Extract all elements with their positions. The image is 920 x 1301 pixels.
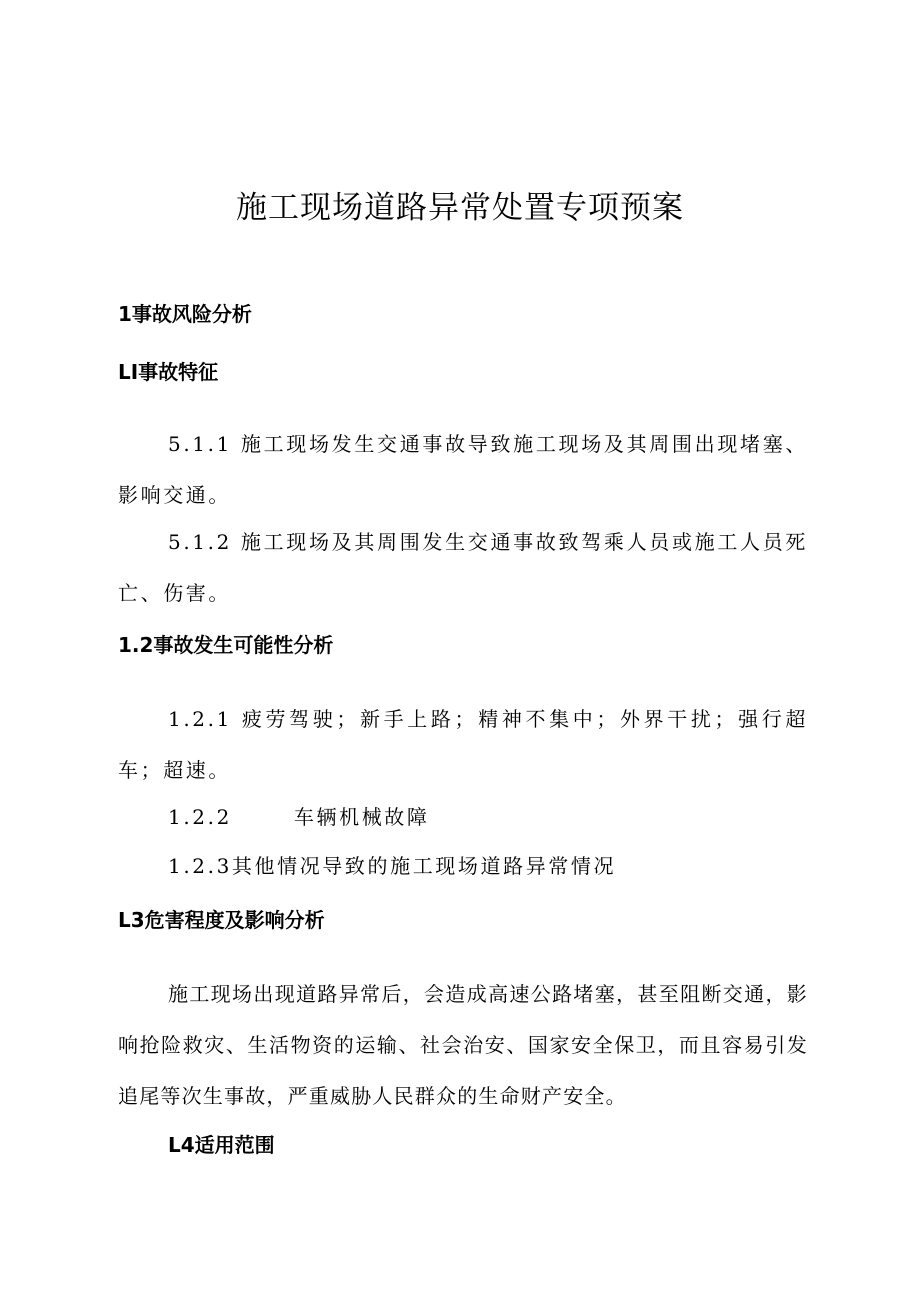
paragraph-1-3: 施工现场出现道路异常后，会造成高速公路堵塞，甚至阻断交通，影响抢险救灾、生活物资的运输、社会治安、国家安全保卫，而且容易引发追尾等次生事故，严重威胁人民群众的生命财产安全。 bbox=[118, 982, 808, 1108]
paragraph-5-1-2: 5.1.2 施工现场及其周围发生交通事故致驾乘人员或施工人员死亡、伤害。 bbox=[118, 530, 808, 605]
heading-1-1: LI事故特征 bbox=[118, 360, 219, 384]
item-number: 1.2.2 bbox=[168, 805, 232, 829]
item-text: 车辆机械故障 bbox=[293, 805, 430, 829]
paragraph-1-2-3: 1.2.3其他情况导致的施工现场道路异常情况 bbox=[168, 854, 617, 878]
heading-1-4: L4适用范围 bbox=[168, 1133, 275, 1157]
heading-1-2: 1.2事故发生可能性分析 bbox=[118, 633, 334, 657]
document-title: 施工现场道路异常处置专项预案 bbox=[236, 190, 684, 226]
paragraph-1-2-2 bbox=[168, 803, 430, 831]
paragraph-1-2-1: 1.2.1 疲劳驾驶；新手上路；精神不集中；外界干扰；强行超车；超速。 bbox=[118, 707, 808, 782]
heading-1: 1事故风险分析 bbox=[118, 302, 252, 326]
paragraph-5-1-1: 5.1.1 施工现场发生交通事故导致施工现场及其周围出现堵塞、影响交通。 bbox=[118, 432, 808, 507]
heading-1-3: L3危害程度及影响分析 bbox=[118, 908, 325, 932]
